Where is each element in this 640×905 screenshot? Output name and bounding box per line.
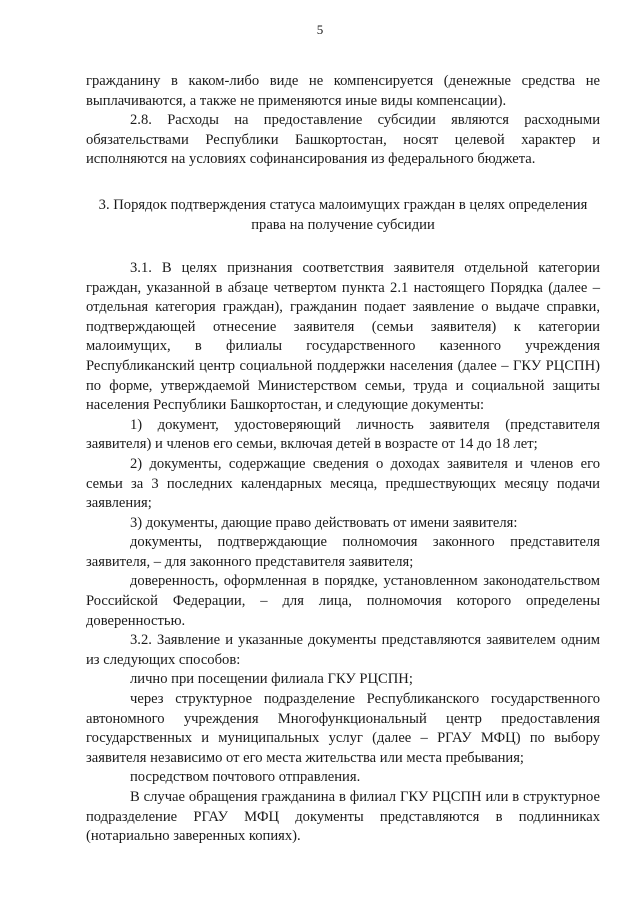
paragraph-3-1: 3.1. В целях признания соответствия заявителя отдельной категории граждан, указанной в абзаце четвертом пункта 2.1 настоящего Порядка (далее – отдельная категория граждан), гражданин подает заявление о выдаче справки, подтверждающей отнесение заявителя (семьи заявителя) к категории малоимущих, в филиалы государственного казенного учреждения Республиканский центр социальной поддержки населения (далее – ГКУ РЦСПН) по форме, утверждаемой Министерством семьи, труда и социальной защиты населения Республики Башкортостан, и следующие документы: [86, 259, 600, 414]
section-heading: 3. Порядок подтверждения статуса малоимущих граждан в целях определения права на получение субсидии [98, 196, 588, 233]
paragraph-3-2: 3.2. Заявление и указанные документы представляются заявителем одним из следующих способов: [86, 632, 600, 668]
paragraph-continuation: гражданину в каком-либо виде не компенсируется (денежные средства не выплачиваются, а также не применяются иные виды компенсации). [86, 73, 600, 109]
page-number: 5 [316, 22, 324, 37]
method-mfc: через структурное подразделение Республиканского государственного автономного учреждения Многофункциональный центр предоставления государственных и муниципальных услуг (далее – РГАУ МФЦ) по выбору заявителя независимо от его места жительства или места пребывания; [86, 691, 600, 766]
paragraph-originals: В случае обращения гражданина в филиал ГКУ РЦСПН или в структурное подразделение РГАУ МФЦ документы представляются в подлинниках (нотариально заверенных копиях). [86, 789, 600, 845]
document-body [86, 72, 600, 847]
method-post: посредством почтового отправления. [130, 769, 361, 786]
list-item-1: 1) документ, удостоверяющий личность заявителя (представителя заявителя) и членов его семьи, включая детей в возрасте от 14 до 18 лет; [86, 416, 600, 453]
sub-item-power-of-attorney: доверенность, оформленная в порядке, установленном законодательством Российской Федерации, – для лица, полномочия которого определены доверенностью. [86, 573, 600, 629]
list-item-3: 3) документы, дающие право действовать от имени заявителя: [130, 514, 518, 531]
sub-item-legal-representative: документы, подтверждающие полномочия законного представителя заявителя, – для законного представителя заявителя; [86, 534, 600, 570]
paragraph-2-8: 2.8. Расходы на предоставление субсидии являются расходными обязательствами Республики Башкортостан, носят целевой характер и исполняются на условиях софинансирования из федерального бюджета. [86, 112, 600, 168]
list-item-2: 2) документы, содержащие сведения о доходах заявителя и членов его семьи за 3 последних календарных месяца, предшествующих месяцу подачи заявления; [86, 455, 600, 512]
method-in-person: лично при посещении филиала ГКУ РЦСПН; [130, 671, 413, 688]
